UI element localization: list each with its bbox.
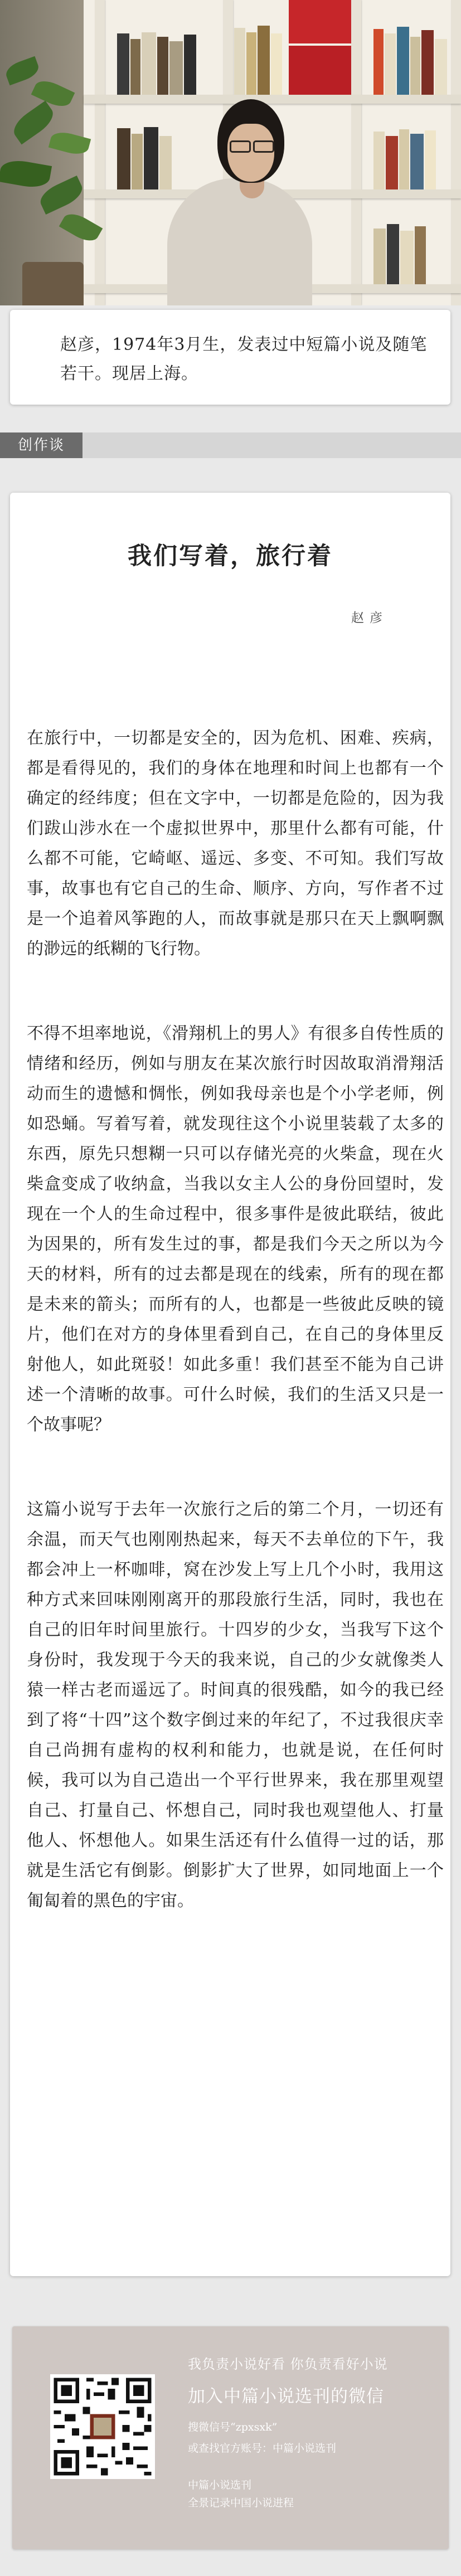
- glasses-icon: [229, 140, 274, 152]
- promo-join-heading: 加入中篇小说选刊的微信: [188, 2387, 384, 2407]
- author-photo: [0, 0, 461, 305]
- promo-brand: 中篇小说选刊: [188, 2479, 252, 2491]
- article-author: 赵彦: [351, 611, 388, 625]
- section-label: 创作谈: [0, 432, 83, 458]
- person-figure: [167, 178, 312, 305]
- qr-code-icon[interactable]: [50, 2374, 155, 2479]
- author-bio-card: [10, 310, 450, 405]
- promo-official-account: 或查找官方账号：中篇小说选刊: [188, 2442, 337, 2455]
- wechat-promo-banner: [12, 2326, 449, 2549]
- promo-tagline: 全景记录中国小说进程: [188, 2497, 294, 2509]
- article-paragraph: 这篇小说写于去年一次旅行之后的第二个月，一切还有余温，而天气也刚刚热起来，每天不去单位的下午，我都会冲上一杯咖啡，窝在沙发上写上几个小时，我用这种方式来回味刚刚离开的那段旅行生活，同时，我也在自己的旧年时间里旅行。十四岁的少女，当我写下这个身份时，我发现于今天的我来说，自己的少女就像类人猿一样古老而遥远了。时间真的很残酷，如今的我已经到了将“十四”这个数字倒过来的年纪了，不过我很庆幸自己尚拥有虚构的权利和能力，也就是说，在任何时候，我可以为自己造出一个平行世界来，我在那里观望自己、打量自己、怀想自己，同时我也观望他人、打量他人、怀想他人。如果生活还有什么值得一过的话，那就是生活它有倒影。倒影扩大了世界，如同地面上一个匍匐着的黑色的宇宙。: [27, 1500, 444, 1911]
- article-card: [10, 493, 450, 2276]
- promo-slogan: 我负责小说好看 你负责看好小说: [188, 2356, 388, 2372]
- promo-wechat-id: 搜微信号“zpxsxk”: [188, 2421, 278, 2433]
- author-bio-text: 赵彦，1974年3月生，发表过中短篇小说及随笔若干。现居上海。: [60, 335, 428, 383]
- article-title: 我们写着，旅行着: [128, 542, 333, 570]
- article-body: [27, 723, 444, 1971]
- article-paragraph: 在旅行中，一切都是安全的，因为危机、困难、疾病，都是看得见的，我们的身体在地理和时间上也都有一个确定的经纬度；但在文字中，一切都是危险的，因为我们跋山涉水在一个虚拟世界中，那里什么都有可能，什么都不可能，它崎岖、遥远、多变、不可知。我们写故事，故事也有它自己的生命、顺序、方向，写作者不过是一个追着风筝跑的人，而故事就是那只在天上飘啊飘的渺远的纸糊的飞行物。: [27, 728, 444, 959]
- article-paragraph: 不得不坦率地说，《滑翔机上的男人》有很多自传性质的情绪和经历，例如与朋友在某次旅行时因故取消滑翔活动而生的遗憾和惆怅，例如我母亲也是个小学老师，例如恐蛹。写着写着，就发现往这个小说里装载了太多的东西，原先只想糊一只可以存储光亮的火柴盒，现在火柴盒变成了收纳盒，当我以女主人公的身份回望时，发现在一个人的生命过程中，很多事件是彼此联结，彼此为因果的，所有发生过的事，都是我们今天之所以为今天的材料，所有的过去都是现在的线索，所有的现在都是未来的箭头；而所有的人，也都是一些彼此反映的镜片，他们在对方的身体里看到自己，在自己的身体里反射他人，如此斑驳！如此多重！我们甚至不能为自己讲述一个清晰的故事。可什么时候，我们的生活又只是一个故事呢？: [27, 1024, 444, 1435]
